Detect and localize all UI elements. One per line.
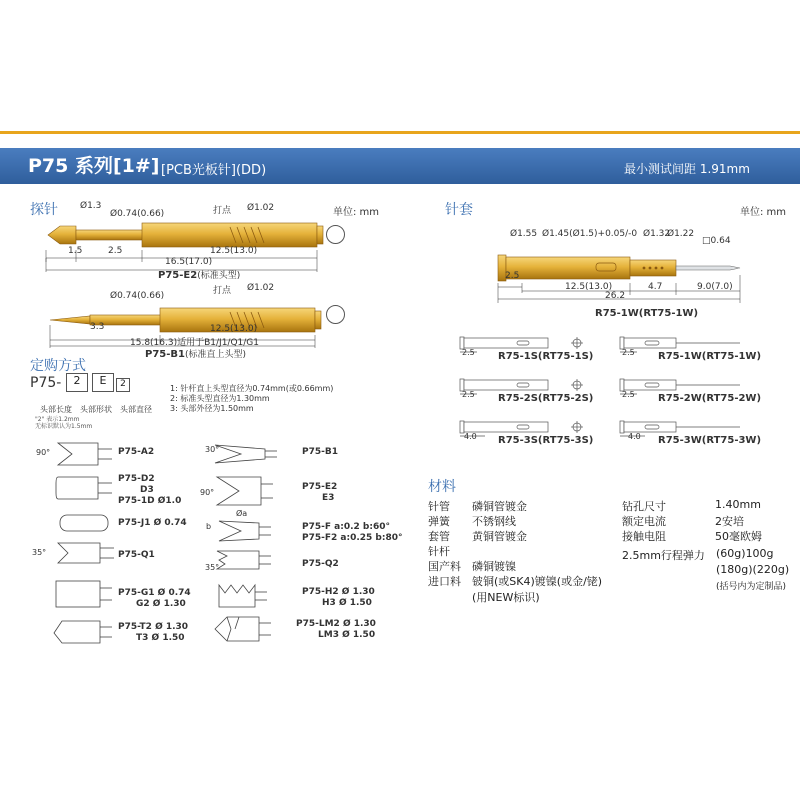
head-h2-code: P75-H2 (302, 587, 339, 597)
e2-dim-074: Ø0.74(0.66) (110, 209, 165, 219)
head-t2-code: P75-T2 (118, 622, 152, 632)
probe-unit: 单位: mm (333, 207, 380, 218)
head-h3-code: H3 (322, 598, 336, 608)
b1-name (145, 347, 246, 360)
e2-len-25: 2.5 (108, 246, 123, 256)
var2w-len: 2.5 (622, 390, 635, 399)
head-h2-value: Ø 1.30 (341, 587, 375, 597)
order-note-3: 3: 头部外径为1.50mm (170, 404, 254, 413)
head-h3-value: Ø 1.50 (338, 598, 372, 608)
var1s-len: 2.5 (462, 348, 475, 357)
head-j1-code: P75-J1 (118, 518, 151, 528)
mat-val-7: (用NEW标识) (472, 591, 540, 604)
head-f2-code: P75-F2 (302, 533, 338, 543)
accent-line (0, 131, 800, 134)
head-b1-label: P75-B1 (302, 447, 338, 457)
e2-dim-102: Ø1.02 (247, 203, 275, 213)
socket-dim-145: Ø1.45(Ø1.5)+0.05/-0 (542, 229, 638, 239)
head-lm3-value: Ø 1.50 (342, 630, 376, 640)
head-f2-value: a:0.25 b:80° (340, 533, 403, 543)
mat-val-5: 磷铜镀镍 (472, 560, 516, 573)
b1-len-125: 12.5(13.0) (210, 324, 258, 334)
head-f-code: P75-F (302, 522, 332, 532)
order-box-shape: E (92, 373, 114, 392)
e2-name (158, 268, 240, 281)
spec-key-1: 钻孔尺寸 (622, 500, 666, 513)
head-1d-value: Ø1.0 (157, 496, 182, 506)
socket-r75-2w: R75-2W(RT75-2W) (658, 393, 762, 404)
head-lm3-label (318, 630, 375, 640)
head-g1-code: P75-G1 (118, 588, 155, 598)
b1-code: P75-B1 (145, 349, 185, 360)
head-t3-value: Ø 1.50 (151, 633, 185, 643)
socket-len-90: 9.0(7.0) (697, 282, 733, 292)
spec-val-3: 50毫欧姆 (715, 530, 762, 543)
socket-r75-3s: R75-3S(RT75-3S) (498, 435, 594, 446)
spec-key-4: 2.5mm行程弹力 (622, 549, 705, 562)
head-h2-label (302, 587, 375, 597)
socket-r75-1w: R75-1W(RT75-1W) (658, 351, 762, 362)
head-e3-label: E3 (322, 493, 335, 503)
order-prefix: P75- (30, 375, 62, 391)
head-j1-value: Ø 0.74 (153, 518, 187, 528)
head-f-label (302, 522, 390, 532)
order-tiny-note-2: 无标识默认为1.5mm (35, 423, 93, 430)
b1-head-angle: 30° (205, 445, 220, 454)
var3w-len: 4.0 (628, 432, 641, 441)
spec-key-2: 额定电流 (622, 515, 666, 528)
order-box-diameter: 2 (116, 378, 130, 392)
page-title: P75 系列[1#] (28, 155, 160, 177)
mat-key-5: 国产料 (428, 560, 461, 573)
a2-angle: 90° (36, 448, 51, 457)
b1-end-view (326, 305, 345, 324)
head-1d-label (118, 496, 181, 506)
mat-key-1: 针管 (428, 500, 450, 513)
head-lm3-code: LM3 (318, 630, 339, 640)
probe-section-title: 探针 (30, 202, 58, 218)
mat-val-6: 铍铜(或SK4)镀镍(或金/铑) (472, 575, 603, 588)
mat-key-3: 套管 (428, 530, 450, 543)
e2-len-125: 12.5(13.0) (210, 246, 258, 256)
order-note-1: 1: 针杆直上头型直径为0.74mm(或0.66mm) (170, 384, 334, 393)
head-j1-label (118, 518, 187, 528)
b1-dim-102: Ø1.02 (247, 283, 275, 293)
mat-val-1: 磷铜管镀金 (472, 500, 527, 513)
e2-dot-label: 打点 (213, 206, 232, 216)
e2-code: P75-E2 (158, 270, 198, 281)
head-lm2-value: Ø 1.30 (342, 619, 376, 629)
head-t3-code: T3 (136, 633, 149, 643)
head-h3-label (322, 598, 372, 608)
label-head-length: 头部长度 (40, 405, 72, 414)
e2-len-165: 16.5(17.0) (165, 257, 213, 267)
b1-dim-074: Ø0.74(0.66) (110, 291, 165, 301)
socket-r75-3w: R75-3W(RT75-3W) (658, 435, 762, 446)
socket-len-125: 12.5(13.0) (565, 282, 613, 292)
mat-val-2: 不锈钢线 (472, 515, 516, 528)
spec-val-6: (括号内为定制品) (716, 582, 787, 592)
b1-len-33: 3.3 (90, 322, 105, 332)
b1-dot-label: 打点 (213, 286, 232, 296)
right-head-shapes (205, 435, 285, 650)
socket-len-25: 2.5 (505, 271, 520, 281)
spec-val-5: (180g)(220g) (716, 563, 790, 576)
material-section-title: 材料 (428, 479, 456, 495)
mat-key-6: 进口料 (428, 575, 461, 588)
socket-dim-155: Ø1.55 (510, 229, 538, 239)
socket-name: R75-1W(RT75-1W) (595, 308, 699, 319)
head-g2-value: Ø 1.30 (152, 599, 186, 609)
socket-dim-122: Ø1.22 (667, 229, 695, 239)
order-section-title: 定购方式 (30, 358, 86, 374)
label-head-diameter: 头部直径 (120, 405, 152, 414)
socket-dim-132: Ø1.32 (643, 229, 671, 239)
socket-len-262: 26.2 (605, 291, 626, 301)
min-spacing: 最小测试间距 1.91mm (624, 162, 750, 176)
head-e2-label: P75-E2 (302, 482, 338, 492)
mat-key-2: 弹簧 (428, 515, 450, 528)
e2-dim-13: Ø1.3 (80, 201, 102, 211)
head-g2-code: G2 (136, 599, 150, 609)
var2s-len: 2.5 (462, 390, 475, 399)
f-dim-b: b (206, 522, 212, 531)
head-f-value: a:0.2 b:60° (334, 522, 390, 532)
socket-dim-064: □0.64 (702, 236, 731, 246)
mat-key-4: 针杆 (428, 545, 450, 558)
head-lm2-code: P75-LM2 (296, 619, 340, 629)
q2-head-angle: 35° (205, 563, 220, 572)
head-g1-label (118, 588, 191, 598)
head-q2-label: P75-Q2 (302, 559, 339, 569)
var1w-len: 2.5 (622, 348, 635, 357)
head-1d-code: P75-1D (118, 496, 155, 506)
f-dim-a: Øa (236, 509, 248, 518)
spec-val-4: (60g)100g (716, 547, 774, 560)
head-g1-value: Ø 0.74 (157, 588, 191, 598)
e2-len-15: 1.5 (68, 246, 83, 256)
page-subtitle: [PCB光板针](DD) (161, 163, 267, 178)
head-g2-label (136, 599, 186, 609)
socket-r75-1s: R75-1S(RT75-1S) (498, 351, 594, 362)
spec-val-2: 2安培 (715, 515, 744, 528)
q1-angle: 35° (32, 548, 47, 557)
spec-key-3: 接触电阻 (622, 530, 666, 543)
b1-desc: (标准直上头型) (184, 350, 247, 360)
head-t3-label (136, 633, 185, 643)
socket-len-47: 4.7 (648, 282, 663, 292)
head-q1-label: P75-Q1 (118, 550, 155, 560)
head-d2-label: P75-D2 (118, 474, 155, 484)
e2-head-angle: 90° (200, 488, 215, 497)
order-note-2: 2: 标准头型直径为1.30mm (170, 394, 270, 403)
e2-end-view (326, 225, 345, 244)
socket-r75-2s: R75-2S(RT75-2S) (498, 393, 594, 404)
b1-len-158: 15.8(16.3)适用于B1/J1/Q1/G1 (130, 338, 259, 348)
left-head-shapes (50, 435, 120, 650)
head-t2-label (118, 622, 188, 632)
socket-section-title: 针套 (445, 202, 473, 218)
head-d3-label: D3 (140, 485, 154, 495)
e2-desc: (标准头型) (197, 271, 241, 281)
order-tiny-note-1: "2" 表示1.2mm (35, 416, 80, 423)
head-f2-label (302, 533, 403, 543)
mat-val-3: 黄铜管镀金 (472, 530, 527, 543)
label-head-shape: 头部形状 (80, 405, 112, 414)
socket-unit: 单位: mm (740, 207, 787, 218)
head-a2-label: P75-A2 (118, 447, 155, 457)
head-lm2-label (296, 619, 376, 629)
var3s-len: 4.0 (464, 432, 477, 441)
order-box-length: 2 (66, 373, 88, 392)
head-t2-value: Ø 1.30 (155, 622, 189, 632)
spec-val-1: 1.40mm (715, 498, 761, 511)
